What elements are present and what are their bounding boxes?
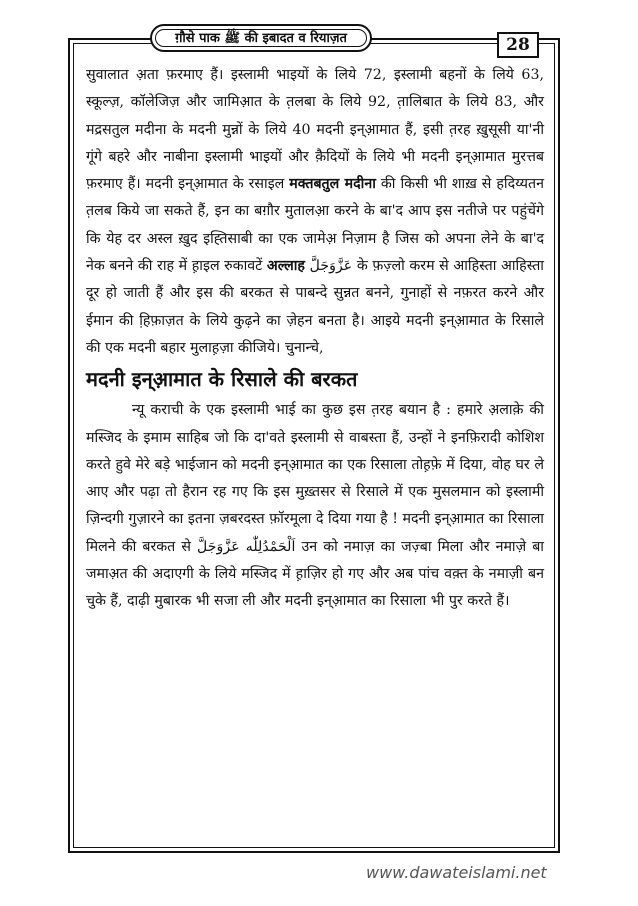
section-heading: मदनी इन्आ़मात के रिसाले की बरकत xyxy=(86,367,358,392)
paragraph-1-part-b: की किसी भी शाख़ से हदिय्यतन त़लब किये जा सकते हैं, इन का बग़ौर मुतालआ़ करने के बा'द आप इस नतीजे पर पहुंचेंगे कि येह दर अस्ल ख़ुद इह्तिसाबी का एक जामेअ़ निज़ाम है जिस को अपना लेने के बा'द नेक बनने की राह में ह़ाइल रुकावटें xyxy=(86,176,544,275)
website-footer: www.dawateislami.net xyxy=(366,863,547,882)
header-title: ग़ौसे पाक ﷺ की इबादत व रियाज़त xyxy=(175,30,347,46)
paragraph-1-part-a: सुवालात अ़ता फ़रमाए हैं। इस्लामी भाइयों के लिये 72, इस्लामी बहनों के लिये 63, स्कूल्ज़, कॉलेजिज़ और जामिआ़त के त़लबा के लिये 92, त़ालिबात के लिये 83, और मद्रसतुल मदीना के मदनी मुन्नों के लिये 40 मदनी इन्आ़मात हैं, इसी त़रह ख़ुसूसी या'नी गूंगे बहरे और नाबीना इस्लामी भाइयों और क़ैदियों के लिये भी मदनी इन्आ़मात मुरत्तब फ़रमाए हैं। मदनी इन्आ़मात के रसाइल xyxy=(86,67,544,193)
maktaba-name: मक्तबतुल मदीना xyxy=(289,176,376,193)
page-number-text: 28 xyxy=(506,35,530,55)
paragraph-1-part-c: عَزَّوَجَلَّ के फ़ज़्लो करम से आहिस्ता आहिस्ता दूर हो जाती हैं और इस की बरकत से पाबन्दे सुन्नत बनने, गुनाहों से नफ़रत करने और ईमान की हि़फ़ाज़त के लिये कुढ़ने का ज़ेहन बनता है। आइये मदनी इन्आ़मात के रिसाले की एक मदनी बहार मुलाह़ज़ा कीजिये। चुनान्चे, xyxy=(86,258,544,356)
running-header xyxy=(150,24,372,52)
paragraph-2: न्यू कराची के एक इस्लामी भाई का कुछ इस त़रह बयान है : हमारे अ़लाक़े की मस्जिद के इमाम साहिब जो कि दा'वते इस्लामी से वाबस्ता हैं, उन्हों ने इनफ़िरादी कोशिश करते हुवे मेरे बड़े भाईजान को मदनी इन्आ़मात का एक रिसाला तोह़फ़े में दिया, वोह घर ले आए और पढ़ा तो हैरान रह गए कि इस मुख़्तसर से रिसाले में एक मुसलमान को इस्लामी ज़िन्दगी गुज़ारने का इतना ज़बरदस्त फ़ॉरमूला दे दिया गया है ! मदनी इन्आ़मात का रिसाला मिलने की बरकत से اَلْحَمْدُلِلّٰه عَزَّوَجَلَّ उन को नमाज़ का जज़्बा मिला और नमाज़े बा जमाअ़त की अदाएगी के लिये मस्जिद में ह़ाज़िर हो गए और अब पांच वक़्त के नमाज़ी बन चुके हैं, दाढ़ी मुबारक भी सजा ली और मदनी इन्आ़मात का रिसाला भी पुर करते हैं। xyxy=(86,402,544,610)
main-text xyxy=(86,62,544,616)
allah-calligraphy: अल्लाह xyxy=(266,258,305,275)
page-number xyxy=(497,32,539,58)
paragraph-1 xyxy=(86,62,544,362)
